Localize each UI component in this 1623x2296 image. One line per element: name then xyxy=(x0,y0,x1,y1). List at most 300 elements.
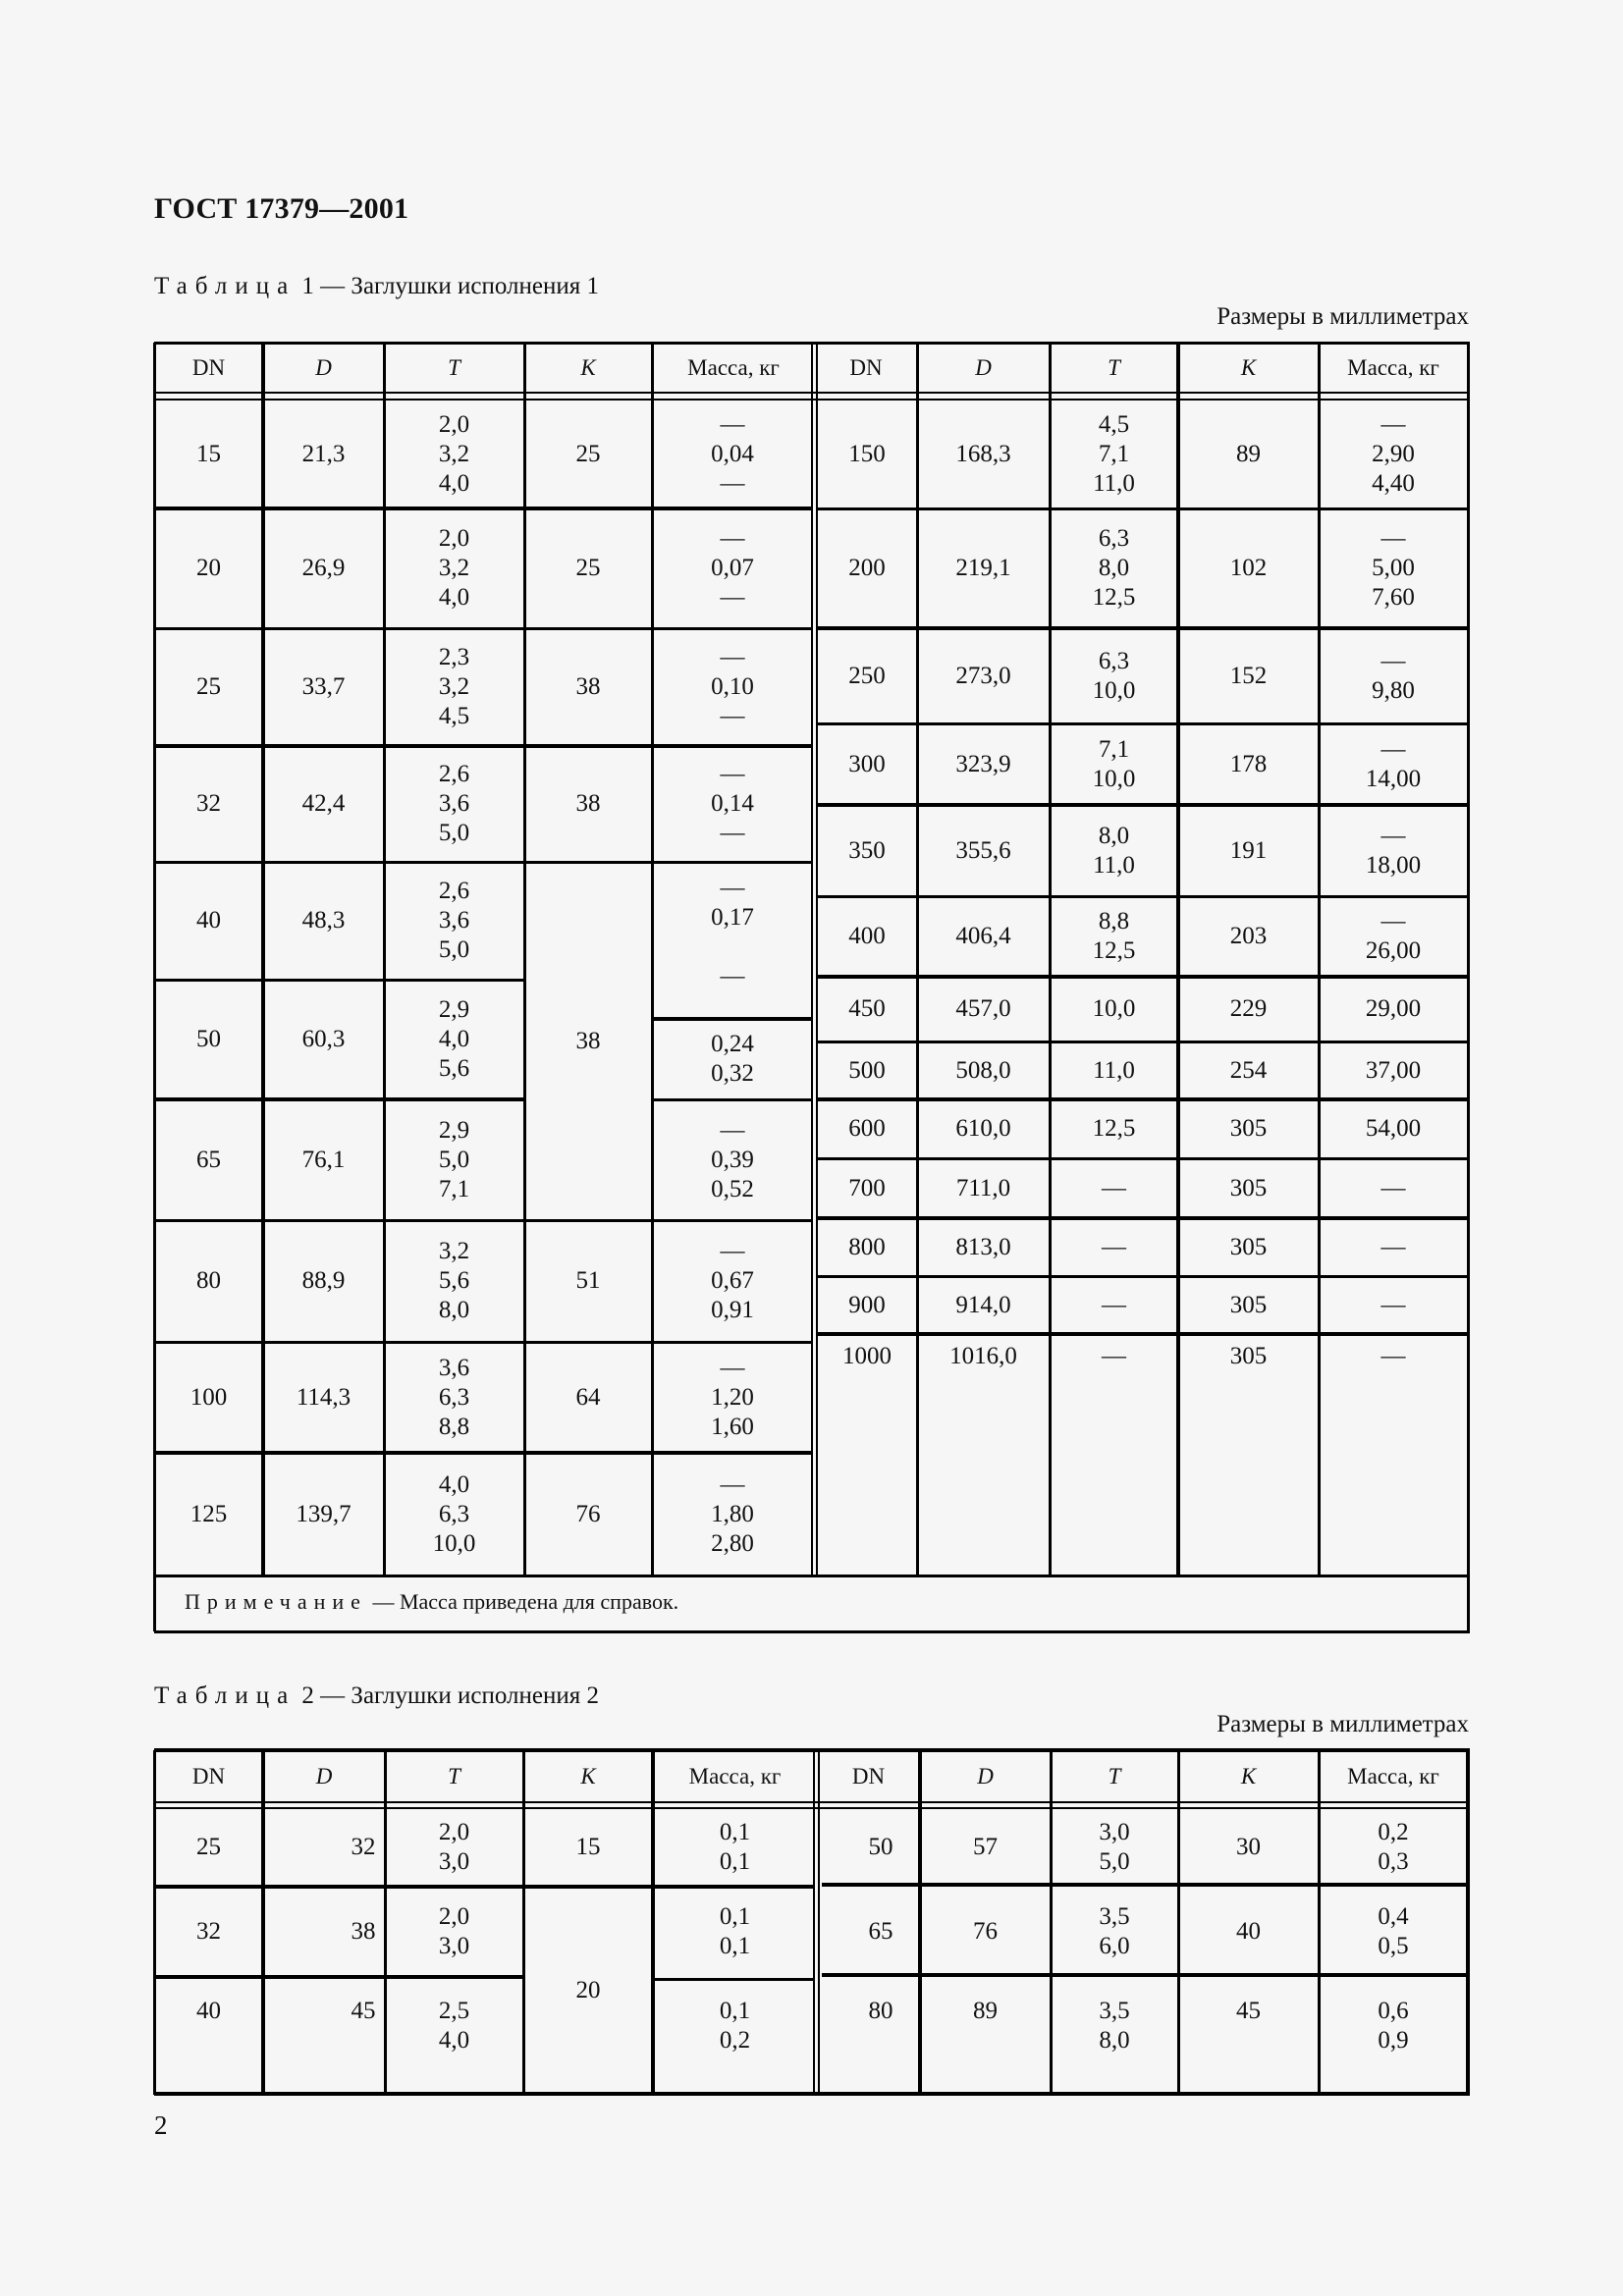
cell-value-line: 2,9 xyxy=(438,1116,470,1144)
note-text: — Масса приведена для справок. xyxy=(366,1589,679,1614)
cell-d xyxy=(917,977,1050,1041)
cell-value: K xyxy=(1240,1763,1257,1789)
cell-value: 700 xyxy=(848,1174,886,1201)
cell-k xyxy=(1178,508,1319,628)
cell-d xyxy=(920,1977,1051,2113)
cell-value-line: — xyxy=(720,703,745,729)
table2-caption-prefix: Таблица xyxy=(154,1682,297,1709)
cell-mass xyxy=(1319,977,1468,1041)
cell-value: D xyxy=(315,1763,333,1789)
cell-value-line: 12,5 xyxy=(1092,584,1136,611)
cell-dn xyxy=(154,1099,263,1220)
cell-value: 711,0 xyxy=(955,1174,1011,1201)
cell-value-line: 37,00 xyxy=(1365,1056,1422,1084)
cell-t xyxy=(384,1342,524,1453)
table2-caption-number: 2 xyxy=(301,1682,314,1709)
cell-value: 191 xyxy=(1229,836,1268,864)
cell-value-line: 0,3 xyxy=(1378,1848,1409,1875)
cell-value-line: 0,4 xyxy=(1378,1903,1409,1930)
cell-value: K xyxy=(580,354,596,380)
cell-mass xyxy=(1319,1218,1468,1276)
cell-k xyxy=(1178,805,1319,896)
cell-d xyxy=(917,628,1050,723)
cell-value: 40 xyxy=(196,1998,221,2024)
cell-mass xyxy=(1319,1041,1468,1099)
cell-value-line: 0,2 xyxy=(719,2027,751,2054)
cell-value-line: 7,1 xyxy=(1098,735,1130,763)
cell-value: 38 xyxy=(575,673,601,700)
cell-t xyxy=(385,1808,523,1887)
cell-value: T xyxy=(448,354,460,380)
cell-value-line: 5,0 xyxy=(438,1146,470,1173)
cell-value-line: — xyxy=(1380,1174,1406,1201)
cell-value-line: 6,3 xyxy=(438,1383,470,1411)
cell-value-line: — xyxy=(1380,1343,1406,1369)
cell-value: 152 xyxy=(1229,662,1268,689)
cell-value-line: 14,00 xyxy=(1365,765,1422,792)
cell-value: 150 xyxy=(848,440,886,467)
cell-value: 350 xyxy=(848,836,886,864)
header-k xyxy=(1178,1750,1319,1802)
cell-k-merged xyxy=(524,862,652,1220)
cell-value: 25 xyxy=(196,1834,221,1860)
cell-value-line: 6,3 xyxy=(438,1500,470,1527)
cell-d xyxy=(263,1453,384,1575)
cell-value-line: — xyxy=(1380,410,1406,438)
cell-value: 15 xyxy=(196,440,221,467)
cell-dn xyxy=(817,723,917,805)
cell-value-line: 5,6 xyxy=(438,1055,470,1082)
cell-value: 100 xyxy=(189,1383,228,1411)
header-d xyxy=(263,1750,385,1802)
cell-value-line: 4,0 xyxy=(438,469,470,497)
cell-value: 32 xyxy=(196,1918,221,1945)
table1-units: Размеры в миллиметрах xyxy=(1217,303,1469,330)
header-t xyxy=(1051,1750,1178,1802)
cell-value: 139,7 xyxy=(296,1500,352,1527)
cell-value: 20 xyxy=(575,1976,601,2003)
cell-value-line: — xyxy=(1380,647,1406,674)
cell-t xyxy=(384,980,524,1099)
header-d xyxy=(917,343,1050,393)
header-mass xyxy=(653,1750,817,1802)
cell-value-line: 5,0 xyxy=(438,820,470,846)
cell-dn xyxy=(817,1041,917,1099)
header-d xyxy=(263,343,384,393)
cell-value-line: 2,6 xyxy=(438,761,470,787)
cell-t xyxy=(1051,1977,1178,2113)
cell-value: 168,3 xyxy=(955,440,1011,467)
cell-value: 900 xyxy=(848,1291,886,1318)
cell-value-line: 11,0 xyxy=(1093,851,1135,879)
cell-value: 42,4 xyxy=(301,790,346,817)
cell-dn xyxy=(822,1887,930,1977)
cell-dn xyxy=(822,1977,930,2113)
cell-value: DN xyxy=(191,1763,226,1789)
cell-value-line: 6,3 xyxy=(1098,647,1130,674)
cell-d xyxy=(263,1220,384,1342)
cell-value: 500 xyxy=(848,1056,886,1084)
cell-d xyxy=(917,1276,1050,1334)
cell-value-line: — xyxy=(1380,908,1406,934)
cell-t xyxy=(1051,1887,1178,1977)
cell-d xyxy=(263,628,384,746)
cell-t xyxy=(385,1977,523,2113)
cell-value: DN xyxy=(851,1763,886,1789)
cell-value-line: 2,9 xyxy=(438,996,470,1023)
cell-dn xyxy=(817,1158,917,1218)
cell-value: 254 xyxy=(1229,1056,1268,1084)
header-t xyxy=(384,343,524,393)
cell-mass xyxy=(1319,1099,1468,1158)
cell-value: 88,9 xyxy=(301,1267,346,1294)
cell-value-line: 3,2 xyxy=(438,1238,470,1264)
cell-value-line: — xyxy=(720,875,745,901)
cell-value-line: 8,0 xyxy=(1098,822,1130,849)
cell-value: 50 xyxy=(196,1026,221,1052)
cell-value-line: 0,6 xyxy=(1378,1998,1409,2024)
header-dn xyxy=(817,1750,920,1802)
cell-t xyxy=(1050,400,1178,508)
cell-dn xyxy=(154,862,263,980)
cell-value-line: — xyxy=(1102,1233,1126,1260)
cell-value-line: 4,40 xyxy=(1372,469,1415,497)
cell-t xyxy=(1050,1041,1178,1099)
table1-caption-number: 1 xyxy=(301,273,314,299)
cell-value-line: 1,60 xyxy=(711,1413,754,1440)
cell-value-line: 0,9 xyxy=(1378,2027,1409,2054)
cell-k xyxy=(524,1342,652,1453)
cell-value: T xyxy=(1108,1763,1121,1789)
cell-value-line: 2,90 xyxy=(1372,440,1415,467)
cell-value-line: — xyxy=(720,644,745,670)
cell-value: 305 xyxy=(1229,1174,1268,1201)
cell-dn xyxy=(817,1276,917,1334)
cell-k xyxy=(1178,1218,1319,1276)
cell-d xyxy=(917,508,1050,628)
cell-value-line: 0,39 xyxy=(711,1146,754,1173)
cell-value-line: — xyxy=(720,1354,745,1381)
cell-d xyxy=(917,1041,1050,1099)
cell-value-line: 4,5 xyxy=(438,703,470,729)
cell-dn xyxy=(817,1334,917,1583)
cell-value: D xyxy=(975,354,992,380)
cell-value-line: — xyxy=(720,410,745,438)
cell-value-line: 9,80 xyxy=(1372,676,1415,704)
cell-d xyxy=(263,1342,384,1453)
cell-mass xyxy=(1319,508,1468,628)
cell-value-line: 3,0 xyxy=(438,1848,470,1875)
cell-d xyxy=(920,1887,1051,1977)
cell-d xyxy=(920,1808,1051,1887)
cell-value: 30 xyxy=(1236,1834,1261,1860)
header-mass xyxy=(1319,343,1468,393)
cell-dn xyxy=(817,400,917,508)
cell-value: D xyxy=(315,354,332,380)
cell-value-line: 8,0 xyxy=(1099,2027,1130,2054)
cell-value-line: — xyxy=(1102,1291,1126,1318)
header-dn xyxy=(154,343,263,393)
cell-value-line: 0,07 xyxy=(711,555,754,581)
cell-value-line: 2,0 xyxy=(438,410,470,438)
cell-value-line: 0,1 xyxy=(719,1903,751,1930)
cell-value: 64 xyxy=(575,1383,601,1411)
cell-t xyxy=(1050,1158,1178,1218)
cell-mass xyxy=(652,1220,813,1342)
cell-value: 26,9 xyxy=(301,555,346,581)
cell-t xyxy=(1051,1808,1178,1887)
cell-dn xyxy=(154,1887,263,1977)
cell-value: 355,6 xyxy=(955,836,1011,864)
cell-value: 32 xyxy=(351,1834,376,1860)
cell-value: 76,1 xyxy=(301,1146,346,1173)
cell-t xyxy=(1050,805,1178,896)
cell-mass xyxy=(1319,1276,1468,1334)
cell-value: 25 xyxy=(575,440,601,467)
cell-k xyxy=(524,746,652,862)
cell-k xyxy=(1178,1334,1319,1583)
cell-k xyxy=(1178,723,1319,805)
table1-note xyxy=(185,1589,678,1615)
cell-t xyxy=(384,508,524,628)
cell-k xyxy=(1178,1099,1319,1158)
cell-mass xyxy=(653,1887,817,1977)
cell-value-line: 3,0 xyxy=(1099,1819,1130,1845)
cell-value-line: 26,00 xyxy=(1365,937,1422,964)
cell-value-line: — xyxy=(720,469,745,497)
cell-mass xyxy=(1319,1158,1468,1218)
cell-d xyxy=(917,1218,1050,1276)
cell-value: 125 xyxy=(189,1500,228,1527)
cell-value: T xyxy=(1108,354,1120,380)
page-number: 2 xyxy=(154,2110,168,2140)
cell-value-line: — xyxy=(720,820,745,846)
cell-k xyxy=(524,508,652,628)
cell-d xyxy=(263,862,384,980)
cell-dn xyxy=(817,896,917,977)
cell-value-line: 5,6 xyxy=(438,1267,470,1294)
cell-value-line: 3,6 xyxy=(438,790,470,817)
cell-value-line: 6,3 xyxy=(1098,525,1130,552)
cell-d xyxy=(917,1099,1050,1158)
cell-value-line: 0,1 xyxy=(719,1933,751,1959)
table1-caption-text: — Заглушки исполнения 1 xyxy=(320,273,600,299)
cell-mass xyxy=(1319,723,1468,805)
cell-value: 38 xyxy=(575,1027,601,1054)
cell-k xyxy=(524,1453,652,1575)
cell-value-line: 3,6 xyxy=(438,1354,470,1381)
cell-mass xyxy=(652,746,813,862)
cell-k xyxy=(524,400,652,508)
cell-value: 457,0 xyxy=(955,995,1011,1022)
cell-dn xyxy=(154,628,263,746)
cell-value: 450 xyxy=(848,995,886,1022)
cell-t xyxy=(1050,896,1178,977)
cell-value: 508,0 xyxy=(955,1056,1011,1084)
cell-t xyxy=(384,862,524,980)
cell-k xyxy=(1178,977,1319,1041)
cell-value-line: 8,0 xyxy=(438,1297,470,1323)
cell-value: 89 xyxy=(973,1998,998,2024)
cell-value: D xyxy=(977,1763,994,1789)
cell-dn xyxy=(817,805,917,896)
cell-value: 813,0 xyxy=(955,1233,1011,1260)
cell-value: 114,3 xyxy=(296,1383,352,1411)
cell-value-line: 2,5 xyxy=(438,1998,470,2024)
cell-value: K xyxy=(1240,354,1257,380)
cell-d xyxy=(917,1334,1050,1583)
cell-value: 20 xyxy=(196,555,221,581)
cell-value: 200 xyxy=(848,555,886,581)
cell-dn xyxy=(154,1808,263,1887)
cell-value: DN xyxy=(191,354,226,380)
cell-value-line: 1,80 xyxy=(711,1500,754,1527)
cell-mass xyxy=(652,1453,813,1575)
cell-value: 250 xyxy=(848,662,886,689)
cell-dn xyxy=(154,980,263,1099)
cell-value: 38 xyxy=(575,790,601,817)
cell-mass xyxy=(652,862,813,1031)
cell-value-line: 3,2 xyxy=(438,673,470,700)
cell-t xyxy=(384,746,524,862)
cell-value: 305 xyxy=(1229,1343,1268,1369)
cell-mass xyxy=(652,1019,813,1099)
cell-value: Масса, кг xyxy=(688,1763,782,1789)
cell-value-line: 3,5 xyxy=(1099,1903,1130,1930)
cell-value-line: 0,10 xyxy=(711,673,754,700)
cell-dn xyxy=(154,1342,263,1453)
cell-value-line: 8,0 xyxy=(1098,555,1130,581)
cell-t xyxy=(1050,1276,1178,1334)
cell-dn xyxy=(817,1099,917,1158)
cell-value: 65 xyxy=(196,1146,221,1173)
cell-dn xyxy=(817,1218,917,1276)
cell-value: 219,1 xyxy=(955,555,1011,581)
table1-caption xyxy=(154,273,599,300)
cell-value-line: 0,14 xyxy=(711,790,754,817)
cell-value-line: 4,0 xyxy=(438,1026,470,1052)
cell-mass xyxy=(653,1808,817,1887)
cell-d xyxy=(917,896,1050,977)
cell-value-line: 3,2 xyxy=(438,555,470,581)
cell-value: 102 xyxy=(1229,555,1268,581)
cell-value-line: 0,1 xyxy=(719,1998,751,2024)
cell-value-line: 8,8 xyxy=(438,1413,470,1440)
cell-value: 45 xyxy=(1236,1998,1261,2024)
cell-t xyxy=(1050,723,1178,805)
cell-k xyxy=(1178,1158,1319,1218)
cell-value-line: 3,0 xyxy=(438,1933,470,1959)
cell-value: 203 xyxy=(1229,923,1268,949)
cell-value: 1000 xyxy=(842,1343,892,1369)
header-dn xyxy=(154,1750,263,1802)
cell-t xyxy=(1050,1334,1178,1583)
cell-value-line: 1,20 xyxy=(711,1383,754,1411)
cell-k xyxy=(1178,400,1319,508)
cell-k xyxy=(524,628,652,746)
cell-value: DN xyxy=(849,354,883,380)
cell-value: 25 xyxy=(196,673,221,700)
cell-value-line: 0,2 xyxy=(1378,1819,1409,1845)
cell-value-line: 11,0 xyxy=(1093,1056,1135,1084)
table1-caption-prefix: Таблица xyxy=(154,273,297,299)
cell-mass xyxy=(1319,400,1468,508)
cell-value-line: 2,0 xyxy=(438,1903,470,1930)
cell-value-line: 18,00 xyxy=(1365,851,1422,879)
cell-value: 45 xyxy=(351,1998,376,2024)
cell-dn xyxy=(154,508,263,628)
cell-k xyxy=(523,1808,653,1887)
cell-value-line: 2,0 xyxy=(438,1819,470,1845)
cell-t xyxy=(1050,508,1178,628)
cell-k xyxy=(1178,896,1319,977)
cell-value: 178 xyxy=(1229,750,1268,777)
cell-mass xyxy=(1319,896,1468,977)
table2-caption xyxy=(154,1682,599,1710)
cell-t xyxy=(1050,1099,1178,1158)
cell-value-line: 11,0 xyxy=(1093,469,1135,497)
cell-value-line: 8,8 xyxy=(1098,908,1130,934)
header-t xyxy=(1050,343,1178,393)
cell-value: 50 xyxy=(868,1834,893,1860)
cell-d xyxy=(917,400,1050,508)
cell-value-line: 4,0 xyxy=(438,1470,470,1498)
cell-value-line: 0,91 xyxy=(711,1297,754,1323)
cell-value: 300 xyxy=(848,750,886,777)
cell-value-line: 10,0 xyxy=(1092,995,1136,1022)
cell-value: Масса, кг xyxy=(1347,354,1439,380)
cell-t xyxy=(384,628,524,746)
cell-t xyxy=(384,400,524,508)
cell-value: 76 xyxy=(575,1500,601,1527)
cell-value-line: 2,6 xyxy=(438,878,470,904)
cell-value-line: 12,5 xyxy=(1092,937,1136,964)
cell-value-line: 7,1 xyxy=(438,1175,470,1202)
cell-mass xyxy=(1319,1977,1468,2113)
cell-value-line: — xyxy=(720,1238,745,1264)
cell-value: 229 xyxy=(1229,995,1268,1022)
cell-value: 48,3 xyxy=(301,907,346,934)
cell-value-line: — xyxy=(1380,1233,1406,1260)
cell-value: 80 xyxy=(868,1998,893,2024)
cell-value: 305 xyxy=(1229,1115,1268,1142)
cell-value-line: — xyxy=(1102,1343,1126,1369)
cell-dn xyxy=(154,1220,263,1342)
cell-mass xyxy=(1319,628,1468,723)
cell-dn xyxy=(822,1808,930,1887)
cell-mass xyxy=(652,1099,813,1220)
cell-value: 51 xyxy=(575,1267,601,1294)
cell-value-line: 0,1 xyxy=(719,1819,751,1845)
cell-t xyxy=(385,1887,523,1977)
cell-value: K xyxy=(580,1763,596,1789)
header-mass xyxy=(652,343,815,393)
cell-value-line: — xyxy=(720,1116,745,1144)
cell-dn xyxy=(154,400,263,508)
cell-value-line: 0,04 xyxy=(711,440,754,467)
cell-value: 40 xyxy=(1236,1918,1261,1945)
cell-d xyxy=(917,805,1050,896)
cell-mass xyxy=(653,1977,817,2113)
cell-value: 38 xyxy=(351,1918,376,1945)
cell-t xyxy=(1050,1218,1178,1276)
cell-value-line: 3,6 xyxy=(438,907,470,934)
cell-value: 65 xyxy=(868,1918,893,1945)
cell-mass xyxy=(652,628,813,746)
cell-value-line: 10,0 xyxy=(1092,676,1136,704)
cell-value-line: 5,0 xyxy=(1099,1848,1130,1875)
cell-t xyxy=(1050,628,1178,723)
